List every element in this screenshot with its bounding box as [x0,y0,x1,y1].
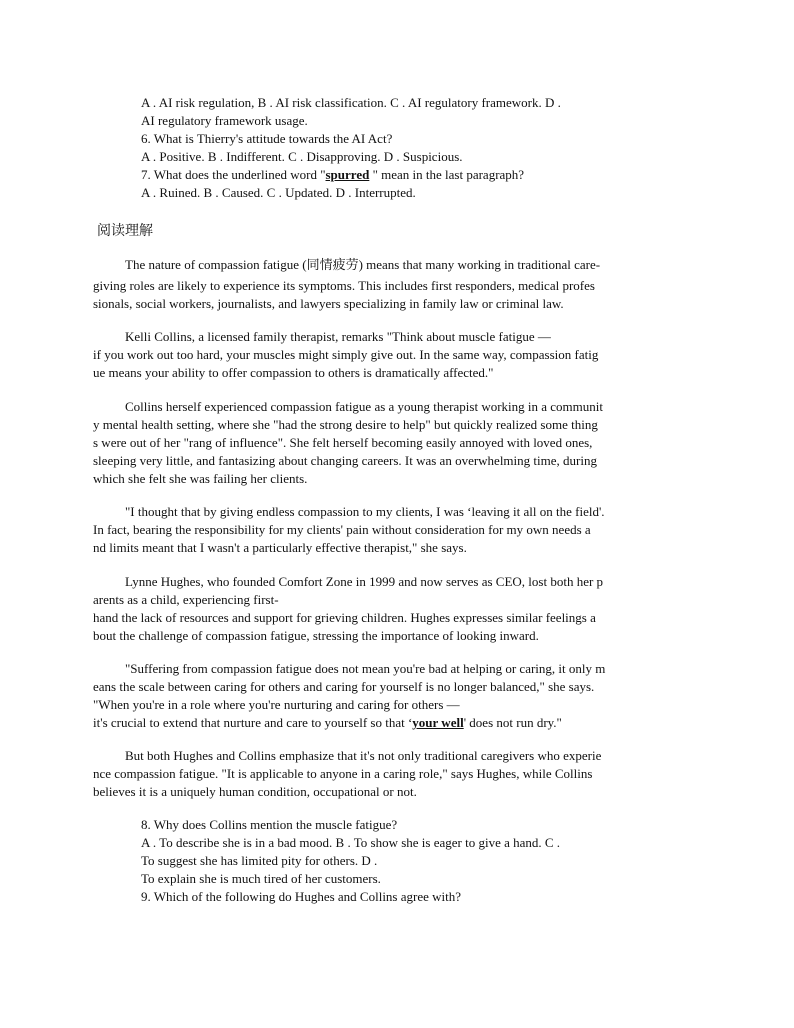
paragraph-3-line-1: Collins herself experienced compassion fatigue as a young therapist working in a communit [125,399,603,414]
question-5-options-line2: AI regulatory framework usage. [141,113,308,128]
paragraph-3-line-4: sleeping very little, and fantasizing about changing careers. It was an overwhelming time, during [93,453,597,468]
paragraph-6-line-1: "Suffering from compassion fatigue does not mean you're bad at helping or caring, it only m [125,661,606,676]
paragraph-2-line-1: Kelli Collins, a licensed family therapist, remarks "Think about muscle fatigue — [125,329,551,344]
paragraph-7-line-1: But both Hughes and Collins emphasize that it's not only traditional caregivers who experie [125,748,602,763]
question-6: 6. What is Thierry's attitude towards the AI Act? [141,131,393,146]
paragraph-3-line-3: s were out of her "rang of influence". She felt herself becoming easily annoyed with loved ones, [93,435,593,450]
paragraph-7-line-2: nce compassion fatigue. "It is applicable to anyone in a caring role," says Hughes, while Collins [93,766,593,781]
paragraph-5-line-2: arents as a child, experiencing first- [93,592,279,607]
paragraph-3-line-2: y mental health setting, where she "had the strong desire to help" but quickly realized some thing [93,417,598,432]
question-7-options: A . Ruined. B . Caused. C . Updated. D . Interrupted. [141,185,416,200]
underlined-word-spurred: spurred [325,167,370,182]
section-heading: 阅读理解 [97,223,153,239]
paragraph-5-line-3: hand the lack of resources and support for grieving children. Hughes expresses similar feelings a [93,610,596,625]
paragraph-4-line-3: nd limits meant that I wasn't a particularly effective therapist," she says. [93,540,467,555]
question-6-options: A . Positive. B . Indifferent. C . Disapproving. D . Suspicious. [141,149,463,164]
question-9: 9. Which of the following do Hughes and Collins agree with? [141,889,462,904]
question-8: 8. Why does Collins mention the muscle fatigue? [141,817,398,832]
question-8-options-line1: A . To describe she is in a bad mood. B . To show she is eager to give a hand. C . [141,835,561,850]
paragraph-4-line-1: "I thought that by giving endless compassion to my clients, I was ‘leaving it all on the field'. [125,504,605,519]
question-7 [141,166,524,183]
paragraph-2-line-2: if you work out too hard, your muscles might simply give out. In the same way, compassion fatig [93,347,599,362]
paragraph-6-line-2: eans the scale between caring for others and caring for yourself is no longer balanced," she says. [93,679,595,694]
paragraph-3-line-5: which she felt she was failing her clients. [93,471,308,486]
paragraph-6-line-4-pre: it's crucial to extend that nurture and care to yourself so that ‘ [93,715,413,730]
paragraph-2-line-3: ue means your ability to offer compassion to others is dramatically affected." [93,365,494,380]
paragraph-7-line-3: believes it is a uniquely human condition, occupational or not. [93,784,417,799]
paragraph-1-line-1: The nature of compassion fatigue (同情疲劳) means that many working in traditional care- [125,257,601,272]
paragraph-6-line-4-post: ' does not run dry." [463,715,562,730]
question-8-options-line3: To explain she is much tired of her customers. [141,871,381,886]
underlined-phrase-your-well: your well [412,715,464,730]
paragraph-4-line-2: In fact, bearing the responsibility for my clients' pain without consideration for my own needs a [93,522,591,537]
paragraph-1-line-2: giving roles are likely to experience its symptoms. This includes first responders, medical profes [93,278,595,293]
question-5-options-line1: A . AI risk regulation, B . AI risk classification. C . AI regulatory framework. D . [141,95,561,110]
paragraph-5-line-1: Lynne Hughes, who founded Comfort Zone in 1999 and now serves as CEO, lost both her p [125,574,604,589]
question-7-pre: 7. What does the underlined word " [141,167,326,182]
paragraph-5-line-4: bout the challenge of compassion fatigue, stressing the importance of looking inward. [93,628,539,643]
question-8-options-line2: To suggest she has limited pity for others. D . [141,853,378,868]
question-7-post: " mean in the last paragraph? [369,167,525,182]
paragraph-6-line-4 [93,714,562,731]
paragraph-1-line-3: sionals, social workers, journalists, and lawyers specializing in family law or criminal law. [93,296,564,311]
paragraph-6-line-3: "When you're in a role where you're nurturing and caring for others — [93,697,460,712]
